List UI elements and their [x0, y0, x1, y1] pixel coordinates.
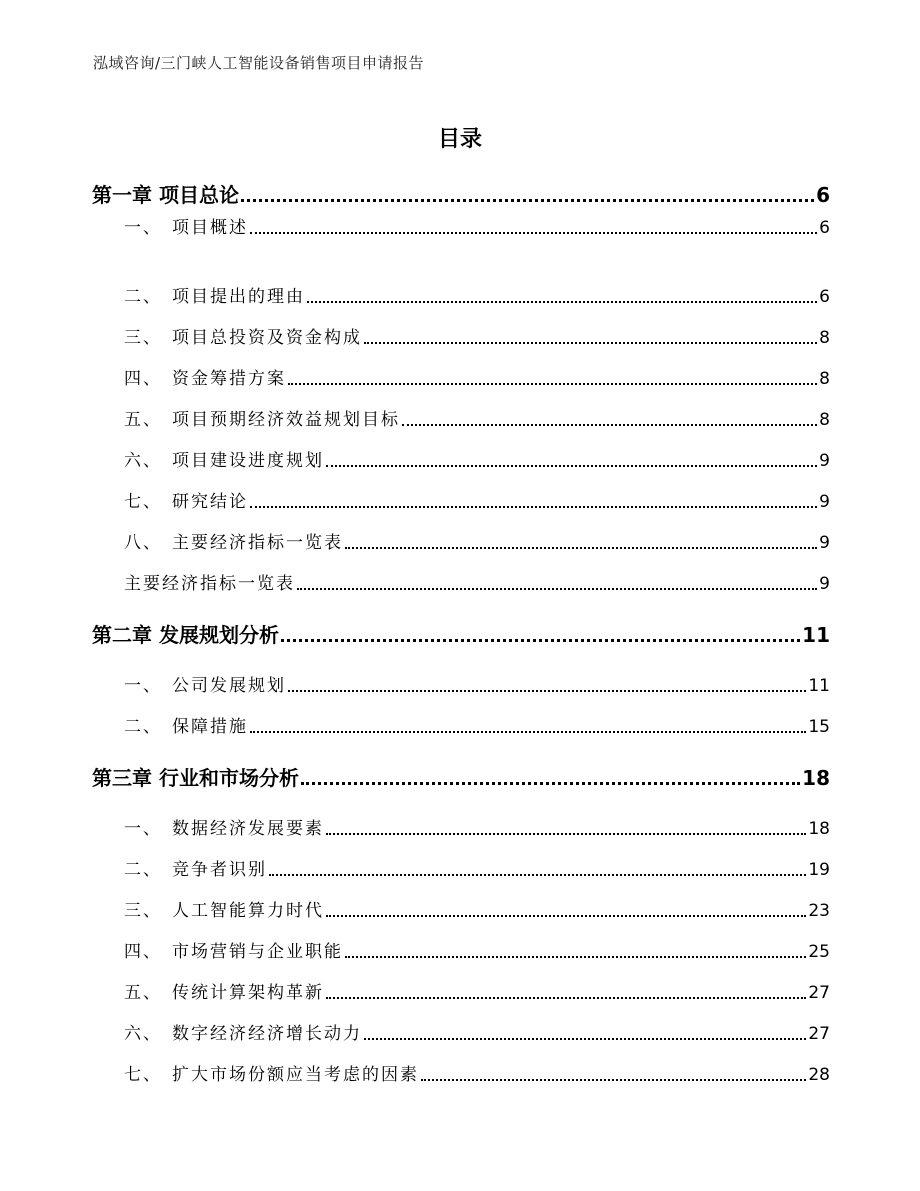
toc-entry-text: 项目概述: [172, 218, 248, 238]
toc-dot-leader: [307, 301, 817, 303]
toc-entry-text: 数字经济经济增长动力: [172, 1024, 362, 1044]
toc-entry-text: 第一章 项目总论: [92, 183, 239, 207]
toc-entry-label: [124, 821, 324, 838]
toc-entry-text: 竞争者识别: [172, 860, 267, 880]
toc-chapter-entry[interactable]: [92, 185, 830, 205]
toc-entry-number: 七、: [124, 492, 162, 512]
toc-dot-leader: [326, 833, 806, 835]
toc-section-entry[interactable]: [124, 678, 830, 695]
toc-entry-number: 七、: [124, 1065, 162, 1085]
toc-entry-label: [124, 494, 248, 511]
toc-section-entry[interactable]: [124, 453, 830, 470]
toc-page-number: 11: [808, 676, 830, 696]
toc-entry-text: 资金筹措方案: [172, 369, 286, 389]
toc-entry-text: 项目提出的理由: [172, 287, 305, 307]
toc-dot-leader: [269, 874, 806, 876]
toc-entry-label: [124, 371, 286, 388]
toc-section-entry[interactable]: [124, 371, 830, 388]
toc-section-entry[interactable]: [124, 1067, 830, 1084]
toc-dot-leader: [250, 232, 817, 234]
toc-entry-text: 传统计算架构革新: [172, 983, 324, 1003]
toc-page-number: 9: [819, 533, 830, 553]
toc-page-number: 18: [802, 766, 830, 790]
toc-entry-label: [124, 453, 324, 470]
toc-entry-number: 六、: [124, 451, 162, 471]
page-header: 泓域咨询/三门峡人工智能设备销售项目申请报告: [93, 54, 425, 72]
toc-page-number: 8: [819, 369, 830, 389]
toc-entry-number: 一、: [124, 218, 162, 238]
toc-entry-label: [124, 1067, 419, 1084]
toc-dot-leader: [326, 465, 817, 467]
toc-entry-number: 二、: [124, 717, 162, 737]
toc-title: 目录: [437, 127, 482, 152]
toc-dot-leader: [345, 956, 806, 958]
toc-entry-label: [124, 289, 305, 306]
toc-page-number: 23: [808, 901, 830, 921]
toc-entry-label: [124, 903, 324, 920]
toc-dot-leader: [364, 342, 817, 344]
toc-section-entry[interactable]: [124, 289, 830, 306]
toc-entry-label: [124, 1026, 362, 1043]
toc-section-entry[interactable]: [124, 535, 830, 552]
toc-entry-label: [92, 768, 299, 788]
toc-dot-leader: [402, 424, 817, 426]
toc-page-number: 15: [808, 717, 830, 737]
toc-section-entry[interactable]: [124, 862, 830, 879]
toc-entry-text: 市场营销与企业职能: [172, 942, 343, 962]
toc-entry-text: 数据经济发展要素: [172, 819, 324, 839]
toc-section-entry[interactable]: [124, 985, 830, 1002]
toc-page-number: 6: [819, 218, 830, 238]
toc-entry-number: 二、: [124, 860, 162, 880]
toc-entry-number: 五、: [124, 983, 162, 1003]
toc-entry-text: 人工智能算力时代: [172, 901, 324, 921]
toc-section-entry[interactable]: [124, 903, 830, 920]
toc-entry-number: 四、: [124, 942, 162, 962]
toc-entry-label: [124, 220, 248, 237]
toc-entry-number: 一、: [124, 819, 162, 839]
toc-section-entry[interactable]: [124, 821, 830, 838]
toc-chapter-entry[interactable]: [92, 625, 830, 645]
toc-section-entry[interactable]: [124, 944, 830, 961]
toc-page-number: 11: [802, 623, 830, 647]
toc-page-number: 6: [819, 287, 830, 307]
toc-dot-leader: [301, 782, 800, 785]
toc-entry-number: 五、: [124, 410, 162, 430]
toc-dot-leader: [250, 731, 806, 733]
toc-entry-number: 三、: [124, 328, 162, 348]
toc-section-entry[interactable]: [124, 330, 830, 347]
toc-page-number: 19: [808, 860, 830, 880]
toc-entry-label: [124, 944, 343, 961]
toc-section-entry[interactable]: [124, 412, 830, 429]
toc-entry-label: [124, 862, 267, 879]
toc-entry-text: 项目总投资及资金构成: [172, 328, 362, 348]
toc-entry-label: [124, 678, 286, 695]
toc-dot-leader: [421, 1079, 806, 1081]
toc-entry-text: 第三章 行业和市场分析: [92, 766, 299, 790]
toc-entry-number: 四、: [124, 369, 162, 389]
toc-dot-leader: [326, 997, 806, 999]
toc-dot-leader: [364, 1038, 806, 1040]
toc-entry-label: [124, 535, 343, 552]
toc-page-number: 9: [819, 492, 830, 512]
toc-dot-leader: [297, 588, 817, 590]
toc-entry-label: [124, 576, 295, 593]
toc-page-number: 8: [819, 410, 830, 430]
toc-page-number: 6: [816, 183, 830, 207]
toc-page-number: 9: [819, 574, 830, 594]
toc-entry-label: [124, 719, 248, 736]
toc-page-number: 27: [808, 1024, 830, 1044]
toc-entry-number: 三、: [124, 901, 162, 921]
toc-chapter-entry[interactable]: [92, 768, 830, 788]
toc-entry-number: 六、: [124, 1024, 162, 1044]
toc-page-number: 8: [819, 328, 830, 348]
toc-dot-leader: [288, 690, 806, 692]
toc-entry-number: 八、: [124, 533, 162, 553]
toc-entry-label: [124, 412, 400, 429]
toc-entry-text: 扩大市场份额应当考虑的因素: [172, 1065, 419, 1085]
toc-page-number: 9: [819, 451, 830, 471]
toc-section-entry[interactable]: [124, 494, 830, 511]
toc-entry-text: 研究结论: [172, 492, 248, 512]
toc-entry-text: 第二章 发展规划分析: [92, 623, 279, 647]
toc-dot-leader: [345, 547, 817, 549]
toc-section-entry[interactable]: [124, 1026, 830, 1043]
toc-entry-number: 一、: [124, 676, 162, 696]
toc-entry-text: 保障措施: [172, 717, 248, 737]
toc-entry-text: 主要经济指标一览表: [172, 533, 343, 553]
toc-page-number: 25: [808, 942, 830, 962]
toc-entry-text: 公司发展规划: [172, 676, 286, 696]
toc-entry-label: [124, 330, 362, 347]
toc-page-number: 18: [808, 819, 830, 839]
toc-entry-label: [92, 185, 239, 205]
toc-page-number: 27: [808, 983, 830, 1003]
toc-entry-number: 二、: [124, 287, 162, 307]
toc-entry-text: 项目建设进度规划: [172, 451, 324, 471]
toc-dot-leader: [281, 639, 800, 642]
toc-dot-leader: [326, 915, 806, 917]
toc-section-entry[interactable]: [124, 220, 830, 237]
toc-dot-leader: [241, 199, 814, 202]
toc-entry-label: [124, 985, 324, 1002]
toc-entry-text: 主要经济指标一览表: [124, 574, 295, 594]
toc-dot-leader: [288, 383, 817, 385]
toc-entry-label: [92, 625, 279, 645]
toc-dot-leader: [250, 506, 817, 508]
toc-entry-text: 项目预期经济效益规划目标: [172, 410, 400, 430]
toc-section-entry[interactable]: [124, 576, 830, 593]
toc-page-number: 28: [808, 1065, 830, 1085]
toc-section-entry[interactable]: [124, 719, 830, 736]
